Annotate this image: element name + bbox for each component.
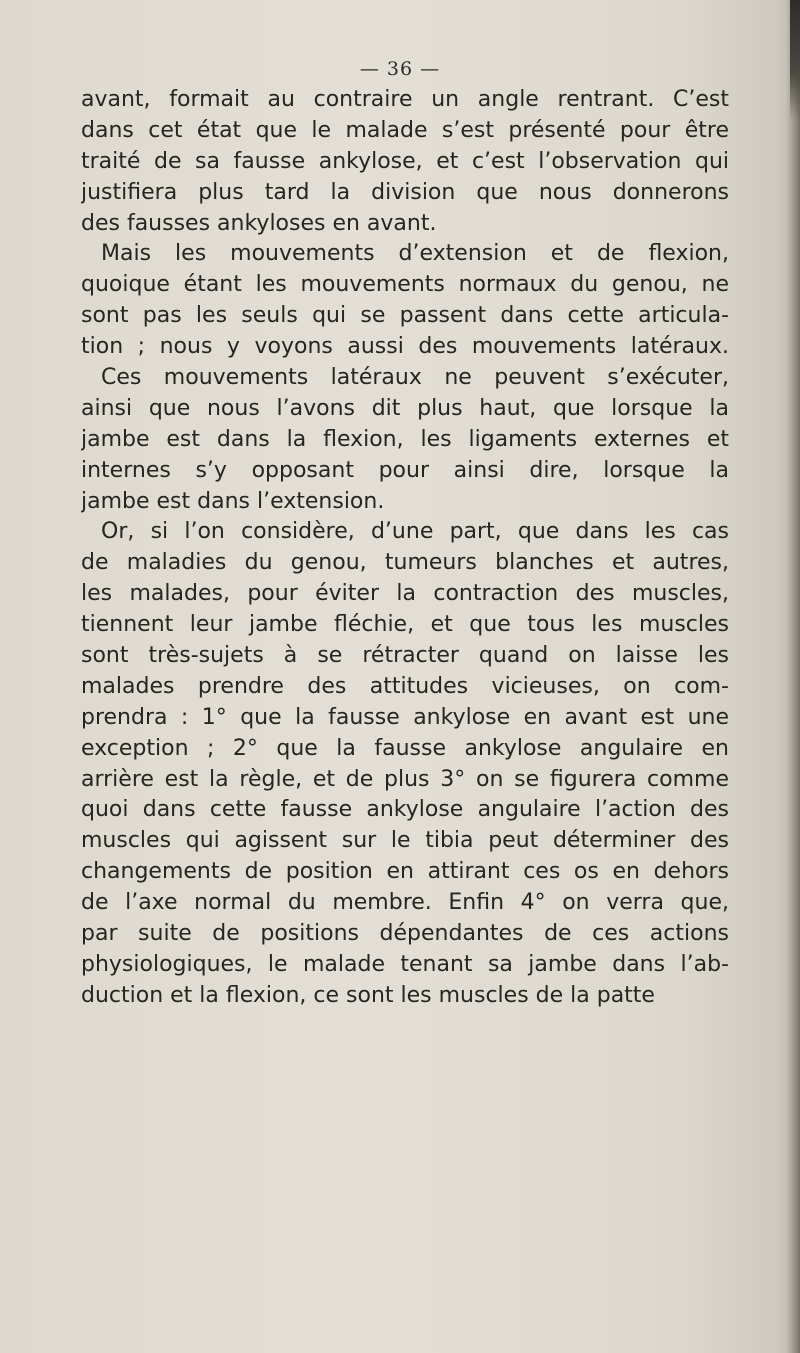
body-text <box>81 85 729 1012</box>
text-line: tion ; nous y voyons aussi des mouvements latéraux. <box>81 334 729 360</box>
text-line: physiologiques, le malade tenant sa jambe dans l’ab- <box>81 951 729 977</box>
text-line: traité de sa fausse ankylose, et c’est l’observation qui <box>81 148 729 174</box>
text-line: quoique étant les mouvements normaux du genou, ne <box>81 272 729 298</box>
text-line: malades prendre des attitudes vicieuses, on com- <box>81 673 729 699</box>
text-line: quoi dans cette fausse ankylose angulaire l’action des <box>81 797 729 823</box>
text-line: Mais les mouvements d’extension et de flexion, <box>101 241 729 267</box>
text-line: arrière est la règle, et de plus 3° on se figurera comme <box>81 766 729 792</box>
page-edge-shadow <box>786 0 800 1353</box>
text-line: internes s’y opposant pour ainsi dire, lorsque la <box>81 457 729 483</box>
text-line: muscles qui agissent sur le tibia peut déterminer des <box>81 828 729 854</box>
text-line: avant, formait au contraire un angle rentrant. C’est <box>81 87 729 112</box>
text-line: duction et la flexion, ce sont les muscles de la patte <box>81 982 655 1008</box>
text-line: Or, si l’on considère, d’une part, que dans les cas <box>101 519 729 545</box>
text-line: changements de position en attirant ces os en dehors <box>81 859 729 885</box>
text-line: par suite de positions dépendantes de ces actions <box>81 921 729 947</box>
text-line: justifiera plus tard la division que nous donnerons <box>81 179 729 205</box>
text-line: tiennent leur jambe fléchie, et que tous les muscles <box>81 612 729 638</box>
page-number: — 36 — <box>359 58 441 80</box>
text-line: Ces mouvements latéraux ne peuvent s’exécuter, <box>101 365 729 391</box>
text-line: exception ; 2° que la fausse ankylose angulaire en <box>81 735 729 761</box>
text-line: ainsi que nous l’avons dit plus haut, que lorsque la <box>81 395 729 421</box>
text-line: sont pas les seuls qui se passent dans cette articula- <box>81 303 729 329</box>
text-line: prendra : 1° que la fausse ankylose en avant est une <box>81 704 729 730</box>
text-line: dans cet état que le malade s’est présenté pour être <box>81 117 729 143</box>
text-line: jambe est dans l’extension. <box>81 488 385 514</box>
text-line: de l’axe normal du membre. Enfin 4° on verra que, <box>81 890 729 916</box>
text-line: de maladies du genou, tumeurs blanches et autres, <box>81 550 729 576</box>
text-line: les malades, pour éviter la contraction des muscles, <box>81 581 729 607</box>
text-line: jambe est dans la flexion, les ligaments externes et <box>81 426 729 452</box>
text-line: sont très-sujets à se rétracter quand on laisse les <box>81 643 729 669</box>
text-line: des fausses ankyloses en avant. <box>81 210 437 236</box>
